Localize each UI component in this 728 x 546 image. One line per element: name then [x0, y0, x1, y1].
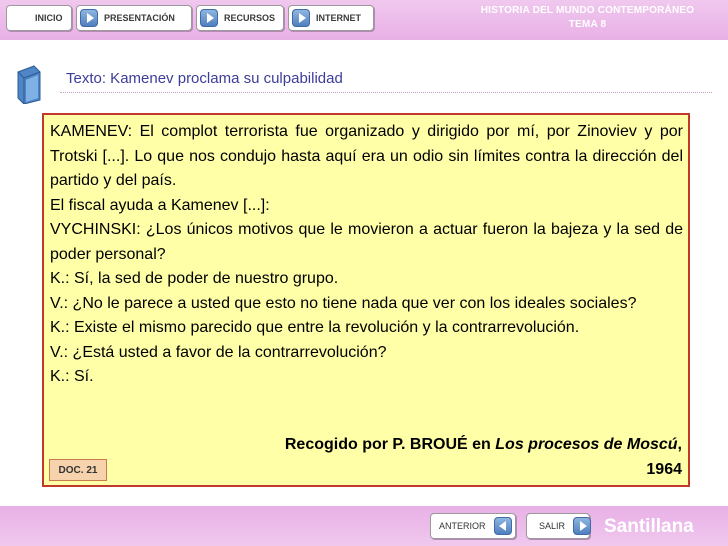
- triangle-right-icon: [80, 9, 98, 27]
- document-panel: [42, 113, 690, 487]
- triangle-right-icon: [200, 9, 218, 27]
- document-text: [50, 120, 683, 390]
- triangle-right-icon: [292, 9, 310, 27]
- nav-button-inicio-label: INICIO: [35, 13, 63, 23]
- doc-paragraph: K.: Existe el mismo parecido que entre la revolución y la contrarrevolución.: [50, 319, 580, 336]
- nav-button-internet[interactable]: [288, 5, 374, 31]
- page-heading: Texto: Kamenev proclama su culpabilidad: [66, 70, 343, 87]
- nav-button-recursos[interactable]: [196, 5, 284, 31]
- previous-button[interactable]: [430, 513, 516, 539]
- document-source: [262, 433, 682, 482]
- arrow-right-icon: [573, 517, 591, 535]
- course-title-line1: HISTORIA DEL MUNDO CONTEMPORÁNEO: [480, 5, 695, 16]
- top-bar: [0, 0, 728, 40]
- bottom-bar: [0, 506, 728, 546]
- nav-button-presentacion-label: PRESENTACIÓN: [104, 13, 175, 23]
- heading-divider: [60, 92, 712, 94]
- course-title: [455, 4, 720, 32]
- doc-paragraph: VYCHINSKI: ¿Los únicos motivos que le movieron a actuar fueron la bajeza y la sed de poder personal?: [50, 221, 683, 263]
- doc-paragraph: K.: Sí.: [50, 368, 94, 385]
- doc-paragraph: El fiscal ayuda a Kamenev [...]:: [50, 196, 270, 214]
- arrow-left-icon: [494, 517, 512, 535]
- exit-button[interactable]: [526, 513, 590, 539]
- exit-button-label: SALIR: [539, 521, 566, 531]
- nav-button-presentacion[interactable]: [76, 5, 192, 31]
- course-title-line2: TEMA 8: [568, 19, 607, 30]
- document-badge: DOC. 21: [49, 459, 107, 481]
- previous-button-label: ANTERIOR: [439, 521, 486, 531]
- nav-button-inicio[interactable]: [6, 5, 72, 31]
- doc-paragraph: KAMENEV: El complot terrorista fue organizado y dirigido por mí, por Zinoviev y por Trotski [...]. Lo que nos condujo hasta aquí era un odio sin límites contra la dirección del partido y del país.: [50, 123, 683, 189]
- doc-paragraph: V.: ¿No le parece a usted que esto no tiene nada que ver con los ideales sociales?: [50, 294, 637, 312]
- book-icon: [14, 64, 44, 104]
- source-title: Los procesos de Moscú: [495, 436, 678, 453]
- brand-logo: Santillana: [604, 516, 694, 537]
- doc-paragraph: K.: Sí, la sed de poder de nuestro grupo.: [50, 270, 339, 287]
- source-prefix: Recogido por P. BROUÉ en: [284, 436, 496, 453]
- nav-button-recursos-label: RECURSOS: [224, 13, 276, 23]
- doc-paragraph: V.: ¿Está usted a favor de la contrarrevolución?: [50, 343, 387, 361]
- nav-button-internet-label: INTERNET: [316, 13, 361, 23]
- source-year: , 1964: [646, 436, 682, 478]
